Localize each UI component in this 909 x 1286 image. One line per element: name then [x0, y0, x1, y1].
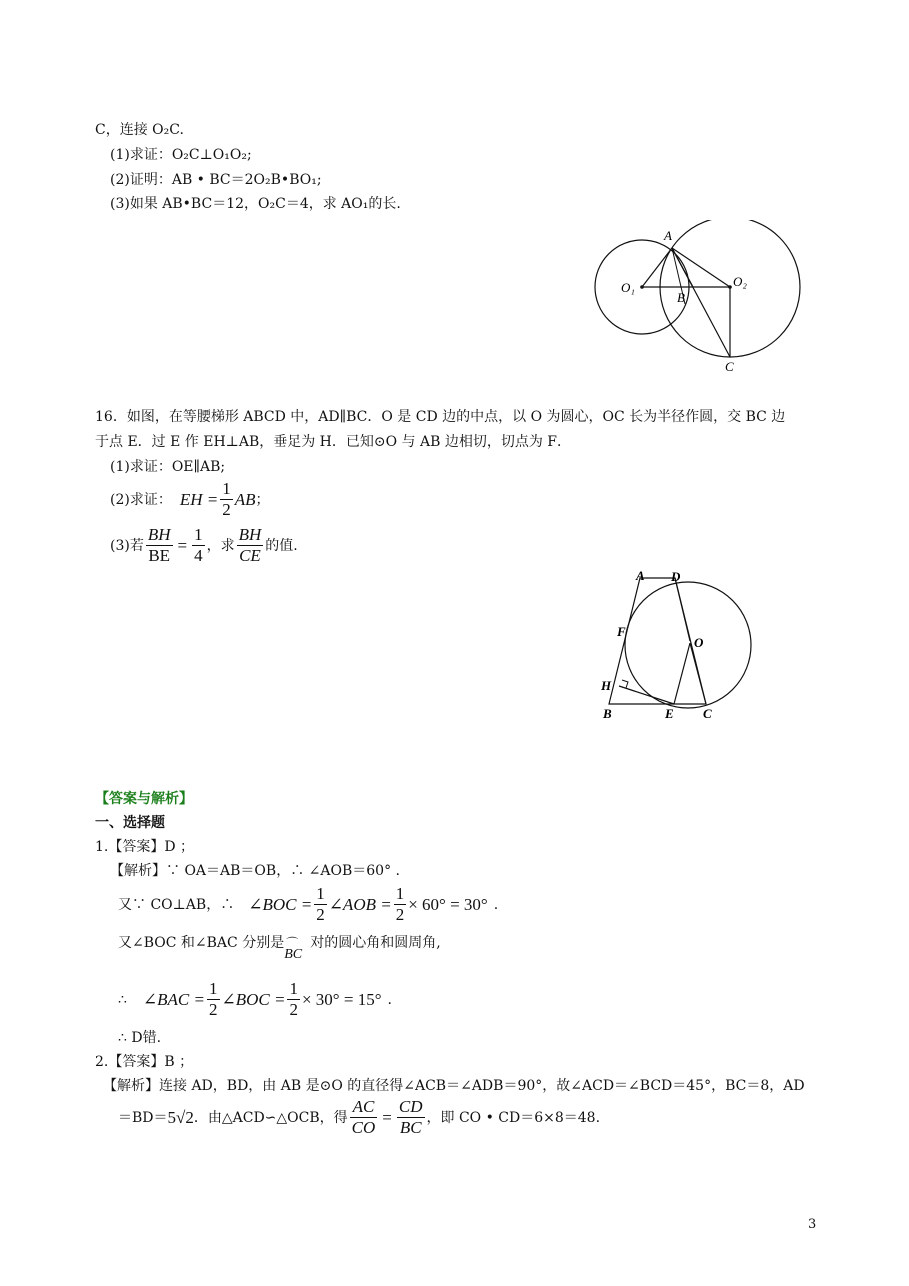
- segment-a-o1: [642, 248, 672, 287]
- fraction-numerator: 1: [289, 979, 298, 998]
- label-e: E: [665, 706, 674, 721]
- q15-part-2: (2)证明：AB • BC＝2O₂B•BO₁;: [110, 172, 322, 188]
- fraction: [287, 980, 300, 1019]
- q15-part-1: (1)求证：O₂C⊥O₁O₂;: [110, 147, 252, 163]
- fraction-denominator: CE: [239, 546, 261, 565]
- fraction-numerator: 1: [395, 884, 405, 903]
- q16-part-3-fraction-3: [237, 526, 264, 565]
- fraction-denominator: CO: [351, 1118, 376, 1137]
- answers-heading: 【答案与解析】: [95, 791, 193, 807]
- q16-part-1: (1)求证：OE∥AB;: [110, 459, 226, 475]
- label-h: H: [601, 678, 612, 693]
- fraction-denominator: 2: [289, 1000, 298, 1019]
- fraction-numerator: BH: [147, 525, 171, 544]
- label-o2: O₂: [733, 274, 747, 289]
- equation-mid: ∠BOC =: [221, 989, 286, 1009]
- page-number: 3: [808, 1217, 817, 1232]
- fraction: [394, 885, 407, 924]
- q16-part-3-mid: ，求: [206, 537, 235, 554]
- answer-1-conclusion: ∴ D错.: [118, 1030, 162, 1046]
- line-suffix: .: [493, 896, 499, 913]
- answer-2-analysis-line-1: 【解析】连接 AD，BD，由 AB 是⊙O 的直径得∠ACB＝∠ADB＝90°，故∠ACD＝∠BCD＝45°，BC＝8，AD: [103, 1078, 805, 1094]
- q16-part-2-lhs: EH =: [179, 489, 219, 509]
- label-b: B: [677, 290, 685, 305]
- segment-o-c: [690, 643, 706, 704]
- q16-text-line-2: 于点 E．过 E 作 EH⊥AB，垂足为 H．已知⊙O 与 AB 边相切，切点为 F．: [95, 434, 572, 450]
- label-a: A: [636, 568, 645, 583]
- label-d: D: [671, 569, 681, 584]
- line-suffix: 对的圆心角和圆周角,: [310, 935, 441, 951]
- answer-2-analysis-line-2: [118, 1098, 600, 1137]
- answer-1-analysis-line-1: 【解析】∵ OA＝AB＝OB，∴ ∠AOB＝60° .: [110, 863, 400, 879]
- q16-part-3-fraction-1: [146, 526, 173, 565]
- answer-1-analysis-line-4: [118, 980, 392, 1019]
- fraction: [207, 980, 220, 1019]
- line-prefix: 又∠BOC 和∠BAC 分别是: [118, 935, 285, 951]
- q16-part-2-prefix: (2)求证：: [110, 491, 172, 508]
- q15-text-line: C，连接 O₂C.: [95, 122, 184, 138]
- trapezoid-abcd: [609, 578, 706, 704]
- answer-2: 2.【答案】B ；: [95, 1054, 194, 1070]
- q15-figure: [585, 220, 810, 380]
- q16-part-2-fraction: [220, 480, 233, 519]
- arc-symbol: ⌒: [286, 936, 299, 950]
- label-c: C: [725, 359, 734, 374]
- line-suffix: ，即 CO • CD＝6×8＝48.: [426, 1109, 601, 1126]
- answer-1: 1.【答案】D ；: [95, 839, 195, 855]
- label-b: B: [603, 706, 612, 721]
- q16-text-line-1: 16．如图，在等腰梯形 ABCD 中，AD∥BC．O 是 CD 边的中点，以 O 为圆心，OC 长为半径作圆，交 BC 边: [95, 409, 786, 425]
- segment-e-h: [619, 686, 674, 704]
- fraction: [350, 1098, 378, 1137]
- section-title: 一、选择题: [95, 815, 165, 831]
- label-f: F: [617, 624, 626, 639]
- q16-part-2-rhs: AB: [234, 489, 256, 509]
- equation-lhs: ∠BAC =: [142, 989, 205, 1009]
- fraction: [397, 1098, 425, 1137]
- fraction-numerator: AC: [350, 1098, 378, 1118]
- sqrt-value: 5√2: [167, 1107, 194, 1127]
- equation-lhs: ∠BOC =: [248, 894, 313, 914]
- q16-part-3-suffix: 的值.: [265, 537, 298, 554]
- answer-1-analysis-line-2: [118, 885, 498, 924]
- label-a: A: [664, 228, 672, 243]
- circle-o: [625, 582, 751, 708]
- q15-part-3: (3)如果 AB•BC＝12，O₂C＝4，求 AO₁的长.: [110, 196, 401, 212]
- fraction-denominator: 2: [222, 500, 231, 519]
- equation-mid: ∠AOB =: [328, 894, 392, 914]
- arc-bc: [284, 934, 310, 962]
- line-prefix: ∴: [118, 991, 127, 1008]
- answer-1-analysis-line-3: [118, 934, 441, 962]
- fraction-denominator: 2: [316, 905, 325, 924]
- segment-d-o: [675, 578, 690, 641]
- fraction-denominator: 2: [209, 1000, 218, 1019]
- fraction-denominator: 2: [395, 905, 405, 924]
- fraction-denominator: 4: [194, 546, 203, 565]
- q16-part-3-fraction-2: [192, 526, 205, 565]
- q16-part-2-suffix: ；: [255, 491, 270, 508]
- q16-part-3-equals: =: [177, 535, 188, 555]
- fraction-numerator: 1: [194, 525, 203, 544]
- fraction-numerator: CD: [398, 1097, 423, 1116]
- line-prefix: ＝BD＝: [118, 1109, 168, 1126]
- fraction-numerator: 1: [209, 979, 218, 998]
- fraction-numerator: 1: [316, 884, 325, 903]
- fraction: [314, 885, 327, 924]
- fraction-numerator: BH: [238, 525, 262, 544]
- equation-rhs: × 30° = 15°: [301, 989, 382, 1009]
- label-o1: O₁: [621, 280, 635, 295]
- q16-figure: [595, 568, 765, 723]
- fraction-denominator: BE: [148, 546, 171, 565]
- fraction-numerator: 1: [222, 479, 231, 498]
- fraction-denominator: BC: [399, 1118, 422, 1137]
- label-o: O: [694, 635, 704, 650]
- line-prefix: 又∵ CO⊥AB，∴: [118, 896, 235, 913]
- line-mid: ．由△ACD∽△OCB，得: [193, 1109, 348, 1126]
- segment-a-o2: [672, 248, 730, 287]
- line-suffix: .: [387, 991, 392, 1008]
- q16-part-3: [110, 526, 298, 565]
- q16-part-2: [110, 480, 270, 519]
- arc-label: BC: [284, 947, 303, 962]
- segment-o-e: [674, 643, 690, 704]
- equals-sign: =: [382, 1107, 392, 1127]
- equation-rhs: × 60° = 30°: [408, 894, 488, 914]
- label-c: C: [703, 706, 712, 721]
- q16-part-3-prefix: (3)若: [110, 537, 144, 554]
